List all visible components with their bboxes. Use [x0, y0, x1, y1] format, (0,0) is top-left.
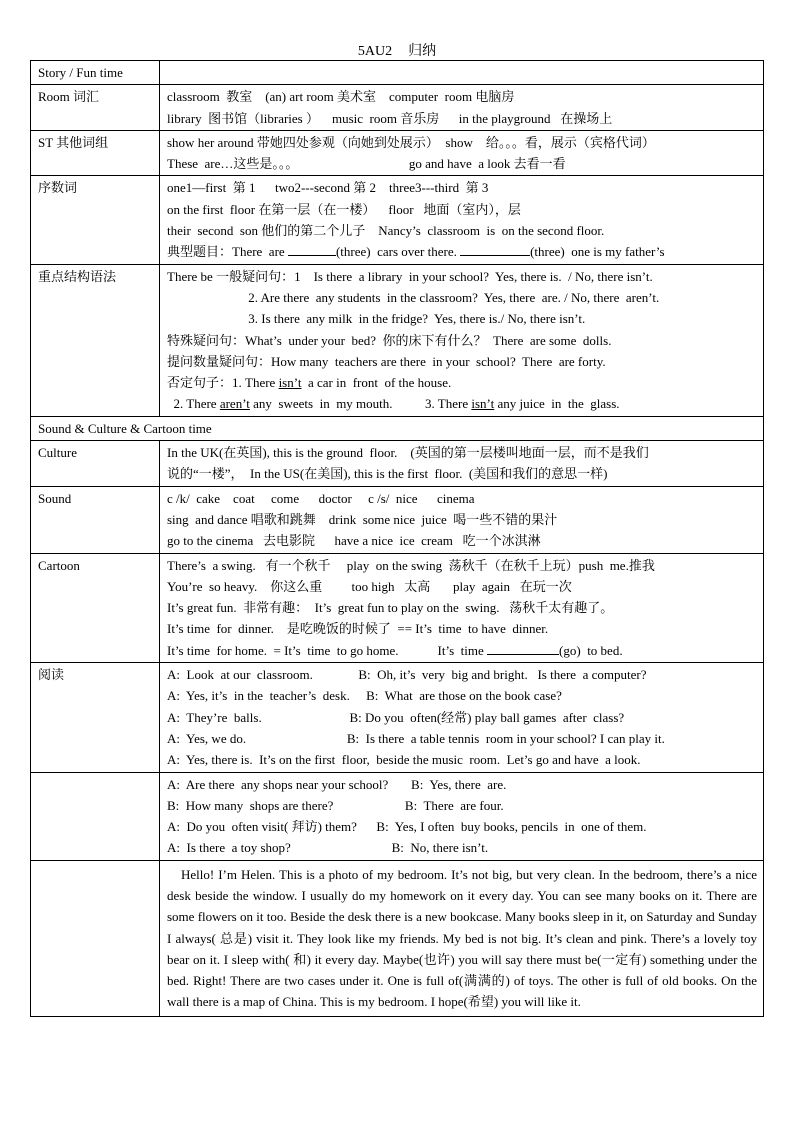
sound-line-1: c /k/ cake coat come doctor c /s/ nice cinema: [167, 490, 475, 506]
cartoon-line-1: There’s a swing. 有一个秋千 play on the swing 荡秋千（在秋千上玩）push me.推我: [167, 557, 655, 573]
cartoon-line-5: [167, 640, 757, 661]
st-line-2: These are…这些是。。。 go and have a look 去看一看: [167, 156, 566, 172]
neg2-text-b: any sweets in my mouth. 3. There: [249, 396, 472, 412]
row-content-grammar: [160, 264, 764, 416]
reading-line-3: A: They’re balls. B: Do you often(经常) play ball games after class?: [167, 709, 625, 725]
reading-line-4: A: Yes, we do. B: Is there a table tennis room in your school? I can play it.: [167, 730, 665, 746]
answer-blank-1[interactable]: [288, 242, 336, 256]
title-word: 归纳: [408, 44, 437, 59]
reading-line-2: A: Yes, it’s in the teacher’s desk. B: What are those on the book case?: [167, 688, 562, 704]
row-content-culture: [160, 441, 764, 487]
row-label-sound: Sound: [31, 486, 160, 553]
row-label-room: Room 词汇: [31, 85, 160, 131]
row-label-passage: [31, 860, 160, 1016]
row-content-st: [160, 130, 764, 176]
row-content-ordinal: [160, 176, 764, 264]
ordinal-line-3: their second son 他们的第二个儿子 Nancy’s classroom is on the second floor.: [167, 223, 605, 239]
cartoon-line-3: It’s great fun. 非常有趣： It’s great fun to play on the swing. 荡秋千太有趣了。: [167, 600, 614, 616]
row-content-room: [160, 85, 764, 131]
cartoon-line-2: You’re so heavy. 你这么重 too high 太高 play again 在玩一次: [167, 578, 572, 594]
reading-line-1: A: Look at our classroom. B: Oh, it’s very big and bright. Is there a computer?: [167, 667, 647, 683]
row-passage: [31, 860, 764, 1016]
room-line-2: library 图书馆（libraries ） music room 音乐房 in the playground 在操场上: [167, 110, 613, 126]
sound-line-2: sing and dance 唱歌和跳舞 drink some nice juice 喝一些不错的果汁: [167, 511, 558, 527]
section-empty-cell: [160, 61, 764, 85]
title-code: 5AU2: [357, 44, 393, 59]
culture-line-2: 说的“一楼”， In the US(在美国), this is the first floor. (美国和我们的意思一样): [167, 466, 608, 482]
row-content-cartoon: [160, 553, 764, 662]
typical-text-a: 典型题目：There are: [167, 244, 288, 260]
neg2-underlined: aren’t: [219, 396, 250, 412]
grammar-line-6: [167, 372, 757, 393]
dialog2-line-2: B: How many shops are there? B: There are four.: [167, 797, 504, 813]
row-label-dialog2: [31, 772, 160, 860]
neg3-text-b: any juice in the glass.: [494, 396, 620, 412]
neg2-text-a: 2. There: [167, 396, 220, 412]
sound-line-3: go to the cinema 去电影院 have a nice ice cream 吃一个冰淇淋: [167, 533, 541, 549]
neg1-text-a: 否定句子：1. There: [167, 375, 279, 391]
row-dialog2: [31, 772, 764, 860]
neg1-text-b: a car in front of the house.: [301, 375, 452, 391]
neg1-underlined: isn’t: [278, 375, 302, 391]
grammar-line-1: There be 一般疑问句：1 Is there a library in your school? Yes, there is. / No, there isn’t.: [167, 268, 653, 284]
row-culture: [31, 441, 764, 487]
row-st: [31, 130, 764, 176]
grammar-line-5: 提问数量疑问句：How many teachers are there in your school? There are forty.: [167, 353, 606, 369]
room-line-1: classroom 教室 (an) art room 美术室 computer room 电脑房: [167, 89, 515, 105]
culture-line-1: In the UK(在英国), this is the ground floor. (英国的第一层楼叫地面一层，而不是我们: [167, 445, 649, 461]
row-label-ordinal: 序数词: [31, 176, 160, 264]
grammar-line-4: 特殊疑问句：What’s under your bed? 你的床下有什么？ There are some dolls.: [167, 332, 612, 348]
ordinal-line-4: [167, 241, 757, 262]
dialog2-line-4: A: Is there a toy shop? B: No, there isn’t.: [167, 840, 489, 856]
typical-text-b: (three) cars over there.: [335, 244, 461, 260]
answer-blank-2[interactable]: [460, 242, 530, 256]
row-content-reading: [160, 663, 764, 772]
grammar-line-7: [167, 393, 757, 414]
page-title: [0, 40, 794, 60]
cartoon-line-4: It’s time for dinner. 是吃晚饭的时候了 == It’s time to have dinner.: [167, 621, 549, 637]
grammar-line-3: 3. Is there any milk in the fridge? Yes, there is./ No, there isn’t.: [167, 311, 586, 327]
passage-text: Hello! I’m Helen. This is a photo of my bedroom. It’s not big, but very clean. In the bedroom, there’s a nice desk beside the window. I usually do my homework on it every day. You can see many books on it. There are some flowers on it too. Beside the desk there is a new bookcase. Many books sleep in it, on Saturday and Sunday I always( 总是) visit it. They look like my friends. My bed is not big. It’s clean and pink. There’s a lovely toy bear on it. I sleep with( 和) it every day. Maybe(也许) you will say there must be(一定有) something under the bed. Right! There are two cases under it. One is full of(满满的) of toys. The other is full of old books. On the wall there is a map of China. This is my bedroom. I hope(希望) you will like it.: [167, 866, 757, 1010]
row-sound: [31, 486, 764, 553]
row-content-passage: [160, 860, 764, 1016]
row-cartoon: [31, 553, 764, 662]
reading-line-5: A: Yes, there is. It’s on the first floor, beside the music room. Let’s go and have a look.: [167, 752, 641, 768]
row-label-grammar: 重点结构语法: [31, 264, 160, 416]
row-grammar: [31, 264, 764, 416]
st-line-1: show her around 带她四处参观（向她到处展示） show 给。。。看，展示（宾格代词）: [167, 134, 655, 150]
section-label-sound-culture: Sound & Culture & Cartoon time: [31, 416, 764, 440]
row-label-cartoon: Cartoon: [31, 553, 160, 662]
row-room: [31, 85, 764, 131]
section-row-sound-culture: [31, 416, 764, 440]
cartoon-last-b: (go) to bed.: [559, 642, 623, 658]
cartoon-last-a: It’s time for home. = It’s time to go home. It’s time: [167, 642, 488, 658]
row-content-dialog2: [160, 772, 764, 860]
ordinal-line-2: on the first floor 在第一层（在一楼） floor 地面（室内），层: [167, 201, 521, 217]
section-row-story: [31, 61, 764, 85]
neg3-underlined: isn’t: [471, 396, 495, 412]
row-content-sound: [160, 486, 764, 553]
answer-blank-3[interactable]: [487, 641, 559, 655]
dialog2-line-1: A: Are there any shops near your school? B: Yes, there are.: [167, 776, 507, 792]
dialog2-line-3: A: Do you often visit( 拜访) them? B: Yes, I often buy books, pencils in one of them.: [167, 819, 647, 835]
row-label-culture: Culture: [31, 441, 160, 487]
summary-table: [30, 60, 764, 1017]
grammar-line-2: 2. Are there any students in the classroom? Yes, there are. / No, there aren’t.: [167, 289, 660, 305]
row-ordinal: [31, 176, 764, 264]
row-label-st: ST 其他词组: [31, 130, 160, 176]
section-label-story: Story / Fun time: [31, 61, 160, 85]
row-label-reading: 阅读: [31, 663, 160, 772]
typical-text-c: (three) one is my father’s: [530, 244, 665, 260]
row-reading: [31, 663, 764, 772]
ordinal-line-1: one1—first 第 1 two2---second 第 2 three3---third 第 3: [167, 180, 489, 196]
